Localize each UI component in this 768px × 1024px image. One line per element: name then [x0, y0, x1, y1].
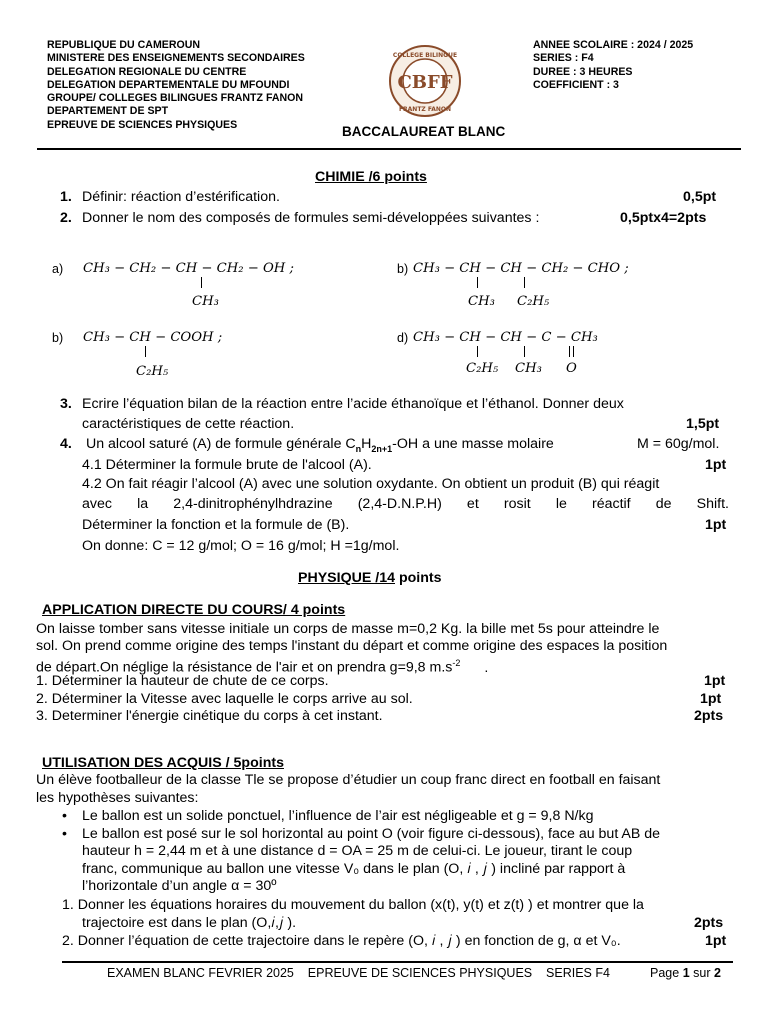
- formula-b-sub2: C₂H₅: [517, 294, 550, 309]
- formula-a-bond: [201, 277, 202, 288]
- physique-title-main: PHYSIQUE /14: [298, 570, 395, 586]
- bullet-icon: •: [62, 826, 67, 842]
- q2-text: Donner le nom des composés de formules semi-développées suivantes :: [82, 210, 540, 226]
- logo-bottom-text: FRANTZ FANON: [398, 106, 452, 113]
- app-line3-end: .: [484, 659, 489, 676]
- q4-1-text: 4.1 Déterminer la formule brute de l'alcool (A).: [82, 457, 372, 473]
- app-q3-points: 2pts: [694, 708, 724, 724]
- bullet1-text: Le ballon est un solide ponctuel, l’influence de l’air est négligeable et g = 9,8 N/kg: [82, 808, 594, 824]
- formula-a-label: a): [52, 262, 64, 276]
- util-q1-points: 2pts: [694, 915, 724, 931]
- q2-number: 2.: [60, 210, 72, 226]
- chimie-q1: [60, 189, 280, 206]
- app-line3-text: de départ.On néglige la résistance de l'air et on prendra g=9,8 m.s: [36, 659, 453, 676]
- formula-d-label: d): [397, 331, 409, 345]
- school-logo: [388, 44, 462, 118]
- formula-a-sub: CH₃: [192, 294, 219, 309]
- formula-b-sub1: CH₃: [468, 294, 495, 309]
- formula-b-bond2: [524, 277, 525, 288]
- app-line2: sol. On prend comme origine des temps l'instant du départ et comme origine des espaces la position: [36, 638, 668, 654]
- header-country: REPUBLIQUE DU CAMEROUN: [47, 39, 201, 51]
- header-department: DEPARTEMENT DE SPT: [47, 105, 169, 118]
- physique-title: [298, 570, 442, 587]
- formula-c-sub: C₂H₅: [136, 364, 169, 379]
- header-left-block: [47, 39, 305, 132]
- chimie-q4-intro: [60, 436, 554, 458]
- logo-monogram: CBFF: [397, 72, 453, 93]
- q4-2-line2: avec la 2,4-dinitrophénylhdrazine (2,4-D.N.P.H) et rosit le réactif de Shift.: [82, 496, 729, 512]
- formula-b-bond1: [477, 277, 478, 288]
- formula-c-main: CH₃ − CH − COOH ;: [83, 330, 223, 345]
- util-line2: les hypothèses suivantes:: [36, 790, 199, 806]
- q3-points: 1,5pt: [686, 416, 720, 432]
- chimie-q2: [60, 210, 539, 227]
- q4-given-data: On donne: C = 12 g/mol; O = 16 g/mol; H =1g/mol.: [82, 538, 400, 554]
- formula-d-double-bond-b: [573, 346, 574, 357]
- header-duration: DUREE : 3 HEURES: [533, 65, 633, 78]
- school-seal-icon: [388, 44, 462, 118]
- util-bullet2-l2: hauteur h = 2,44 m et à une distance d = OA = 25 m de celui-ci. Le joueur, tirant le coup: [82, 843, 633, 859]
- footer-rule: [62, 961, 733, 963]
- app-q2: 2. Déterminer la Vitesse avec laquelle le corps arrive au sol.: [36, 691, 413, 707]
- application-title: APPLICATION DIRECTE DU COURS/ 4 points: [42, 602, 346, 618]
- app-q1: 1. Déterminer la hauteur de chute de ce corps.: [36, 673, 329, 689]
- app-line1: On laisse tomber sans vitesse initiale un corps de masse m=0,2 Kg. la bille met 5s pour atteindre le: [36, 621, 660, 637]
- q4-sub-n: n: [355, 443, 362, 454]
- chimie-q3-line1: [60, 396, 624, 413]
- util-q2: 2. Donner l’équation de cette trajectoire dans le repère (O, 𝑖 , 𝑗 ) en fonction de g, α et V₀.: [62, 933, 621, 949]
- q4-h: H: [361, 436, 372, 452]
- util-line1: Un élève footballeur de la classe Tle se propose d’étudier un coup franc direct en football en faisant: [36, 772, 661, 788]
- header-school-year: ANNEE SCOLAIRE : 2024 / 2025: [533, 39, 694, 51]
- util-q1-l2: trajectoire est dans le plan (O,𝑖,𝑗 ).: [82, 915, 297, 931]
- header-regional-delegation: DELEGATION REGIONALE DU CENTRE: [47, 65, 247, 78]
- formula-d-sub3: O: [566, 361, 577, 376]
- util-bullet1: [62, 808, 593, 825]
- app-line3-exponent: -2: [452, 658, 461, 668]
- util-bullet2-l4: l’horizontale d’un angle α = 30º: [82, 878, 277, 894]
- formula-b-label: b): [397, 262, 409, 276]
- footer-page: [650, 966, 721, 980]
- footer-page-sur: sur: [693, 966, 711, 980]
- footer-text: [107, 966, 610, 980]
- q1-number: 1.: [60, 189, 72, 205]
- formula-d-sub2: CH₃: [515, 361, 542, 376]
- q4-number: 4.: [60, 436, 72, 452]
- formula-b-main: CH₃ − CH − CH − CH₂ − CHO ;: [413, 261, 629, 276]
- formula-c-bond: [145, 346, 146, 357]
- formula-d-main: CH₃ − CH − CH − C − CH₃: [413, 330, 598, 345]
- header-series: SERIES : F4: [533, 52, 594, 65]
- header-coefficient: COEFFICIENT : 3: [533, 78, 619, 91]
- header-rule: [37, 148, 741, 150]
- formula-d-sub1: C₂H₅: [466, 361, 499, 376]
- header-right-block: [533, 39, 693, 92]
- app-q3: 3. Determiner l'énergie cinétique du corps à cet instant.: [36, 708, 383, 724]
- app-q2-points: 1pt: [700, 691, 722, 707]
- q1-text: Définir: réaction d’estérification.: [82, 189, 280, 205]
- q4-1-points: 1pt: [705, 457, 727, 473]
- formula-a-main: CH₃ − CH₂ − CH − CH₂ − OH ;: [83, 261, 294, 276]
- exam-title: BACCALAUREAT BLANC: [342, 124, 506, 139]
- q3-text-line2: caractéristiques de cette réaction.: [82, 416, 295, 432]
- formula-d-bond1: [477, 346, 478, 357]
- utilisation-title: UTILISATION DES ACQUIS / 5points: [42, 755, 284, 771]
- formula-c-label: b): [52, 331, 64, 345]
- bullet-icon: •: [62, 808, 67, 824]
- footer-page-label: Page: [650, 966, 680, 980]
- q4-sub-2n1: 2n+1: [371, 443, 393, 454]
- header-departmental-delegation: DELEGATION DEPARTEMENTALE DU MFOUNDI: [47, 78, 290, 91]
- util-bullet2-l3: franc, communique au ballon une vitesse V₀ dans le plan (O, 𝑖 , 𝑗 ) incliné par rapport à: [82, 861, 626, 877]
- q4-2-points: 1pt: [705, 517, 727, 533]
- q3-text-line1: Ecrire l’équation bilan de la réaction entre l’acide éthanoïque et l’éthanol. Donner deux: [82, 396, 624, 412]
- formula-d-double-bond-a: [569, 346, 570, 357]
- logo-top-text: COLLEGE BILINGUE: [392, 52, 458, 59]
- util-q2-points: 1pt: [705, 933, 727, 949]
- q1-points: 0,5pt: [683, 189, 717, 205]
- header-ministry: MINISTERE DES ENSEIGNEMENTS SECONDAIRES: [47, 52, 305, 65]
- footer-page-total: 2: [713, 966, 721, 980]
- header-exam-subject: EPREUVE DE SCIENCES PHYSIQUES: [47, 118, 238, 131]
- q4-intro-a: Un alcool saturé (A) de formule générale C: [85, 436, 356, 452]
- util-q1-l1: 1. Donner les équations horaires du mouvement du ballon (x(t), y(t) et z(t) ) et montrer que la: [62, 897, 644, 913]
- bullet2-text-l1: Le ballon est posé sur le sol horizontal au point O (voir figure ci-dessous), face au but AB de: [82, 826, 661, 842]
- util-bullet2-l1: [62, 826, 660, 843]
- q3-number: 3.: [60, 396, 72, 412]
- q4-intro-b: -OH a une masse molaire: [392, 436, 554, 452]
- header-school-group: GROUPE/ COLLEGES BILINGUES FRANTZ FANON: [47, 92, 304, 105]
- footer-page-number: 1: [682, 966, 690, 980]
- q4-2-line1: 4.2 On fait réagir l’alcool (A) avec une solution oxydante. On obtient un produit (B) qui réagit: [82, 476, 660, 492]
- formula-d-bond2: [524, 346, 525, 357]
- physique-title-points: points: [398, 570, 442, 586]
- q2-points: 0,5ptx4=2pts: [620, 210, 707, 226]
- q4-2-line3: Déterminer la fonction et la formule de (B).: [82, 517, 350, 533]
- app-q1-points: 1pt: [704, 673, 726, 689]
- chimie-title: CHIMIE /6 points: [315, 169, 427, 185]
- footer-exam-info: EXAMEN BLANC FEVRIER 2025 EPREUVE DE SCIENCES PHYSIQUES SERIES F4: [107, 966, 610, 980]
- q4-molar-mass: M = 60g/mol.: [637, 436, 720, 452]
